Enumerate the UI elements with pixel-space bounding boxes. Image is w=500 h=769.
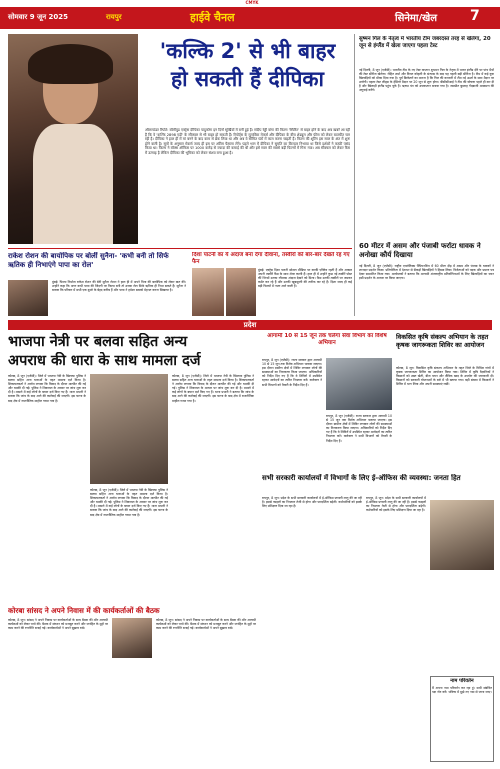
eoffice-body: रायपुर, 8 जून: प्रदेश के सभी सरकारी कार्यालयों में ई-ऑफिस प्रणाली लागू की जा रही है। इससे फाइलों का निपटारा तेजी से होगा और पारदर्शिता बढ़ेगी। कर्मचारियों को इसके लिए प्रशिक्षण दिया जा रहा है। [262, 496, 362, 509]
korba-photo [112, 618, 152, 658]
krishi-headline: विकसित कृषि संकल्प अभियान के तहत कृषक जागरूकता शिविर का आयोजन [396, 333, 489, 349]
disha-body: मुंबई: एक्ट्रेस दिशा पाटनी सोशल मीडिया पर काफी एक्टिव रहती हैं और अक्सर अपनी तस्वीरें फैंस के साथ शेयर करती हैं। हाल ही में उन्होंने कुछ नई तस्वीरें पोस्ट कीं जिनमें उनका ग्लैमरस अंदाज देखने को मिला। फैंस उनकी तस्वीरों पर जमकर कमेंट कर रहे हैं और उनकी खूबसूरती की तारीफ कर रहे हैं। दिशा जल्द ही कई बड़ी फिल्मों में नजर आने वाली हैं। [258, 268, 352, 289]
krishi-photo [430, 500, 494, 570]
bjp-headline-2: अपराध की धारा के साथ मामला दर्ज [8, 353, 201, 369]
seva-body-2: रायपुर, 8 जून (एजेंसी): राज्य सरकार द्वारा आगामी 10 से 15 जून तक विशेष अभियान चलाया जाएगा। इस दौरान ग्रामीण क्षेत्रों में शिविर लगाकर लोगों की समस्याओं का निराकरण किया जाएगा। अधिकारियों को निर्देश दिए गए हैं कि वे शिविरों में उपस्थित रहकर आवेदनों का त्वरित निपटारा करें। कलेक्टर ने सभी विभागों को तैयारी के निर्देश दिए हैं। [326, 414, 392, 443]
section-name: सिनेमा/खेल [395, 13, 438, 24]
rakesh-headline: राकेश रोशन की बायोपिक पर बोलीं सुनैना- 'कभी बनी तो सिर्फ ऋतिक ही निभाएंगे पापा का रोल' [8, 252, 169, 269]
right-sub-body: नई दिल्ली, 8 जून (एजेंसी): राष्ट्रीय एथलेटिक्स चैंपियनशिप में 60 मीटर दौड़ में असम और पंजाब के धावकों ने शानदार प्रदर्शन किया। प्रतियोगिता में देशभर से सैकड़ों खिलाड़ियों ने हिस्सा लिया। विजेताओं को पदक और प्रमाण पत्र देकर सम्मानित किया गया। आयोजकों ने बताया कि आगामी अंतरराष्ट्रीय प्रतियोगिताओं के लिए खिलाड़ियों का चयन इसी प्रदर्शन के आधार पर किया जाएगा। [359, 264, 494, 281]
right-sub-headline: 60 मीटर में असम और पंजाबी फर्राटा धावक ने अनोखा कौर्य दिखाया [359, 242, 481, 259]
right-body: नई दिल्ली, 8 जून (एजेंसी): भारतीय टीम के नए टेस्ट कप्तान शुभमन गिल के नेतृत्व में भारत इंग्लैंड दौरे पर पांच मैचों की टेस्ट सीरीज खेलेगा। रोहित शर्मा और विराट कोहली के संन्यास के बाद यह पहली बड़ी सीरीज है। टीम में कई युवा खिलाड़ियों को मौका दिया गया है। पूर्व क्रिकेटरों का मानना है कि गिल की कप्तानी में टीम नई ऊर्जा के साथ मैदान पर उतरेगी। पहला टेस्ट लीड्स के हेडिंग्ले मैदान पर 20 जून से शुरू होगा। बीसीसीआई ने टीम की घोषणा पहले ही कर दी है और खिलाड़ी इंग्लैंड पहुंच चुके हैं। ऋषभ पंत को उपकप्तान बनाया गया है। जसप्रीत बुमराह गेंदबाजी आक्रमण की अगुवाई करेंगे। [359, 68, 494, 93]
column-divider [354, 34, 355, 316]
disha-headline: दिशा पाटनी का ये अंदाज बना देगा दीवाना, तस्वीरों को बार-बार देखते रह गए फैन [192, 252, 350, 265]
brand-mark: CMYK [245, 0, 259, 5]
bjp-headline-1: भाजपा नेत्री पर बलवा सहित अन्य [8, 334, 188, 350]
lead-headline-2: हो सकती हैं दीपिका [171, 67, 324, 91]
seva-headline: आगामी 10 से 15 जून तक चलेगा सेवा विभाग का विशेष अभियान [267, 333, 387, 346]
pradesh-label: प्रदेश [243, 321, 257, 329]
rakesh-body: मुंबई: फिल्म निर्माता राकेश रोशन की बेटी सुनैना रोशन ने हाल ही में अपने पिता की बायोपिक को लेकर बात की। उन्होंने कहा कि अगर कभी पापा की जिंदगी पर फिल्म बनी तो उनका रोल सिर्फ ऋतिक ही निभा सकते हैं। सुनैना ने बताया कि परिवार में सभी एक दूसरे के बेहद करीब हैं और पापा ने हमेशा सबको मेहनत करना सिखाया है। [52, 280, 186, 293]
notice-body: मैं अपना नाम परिवर्तन कर रहा हूं। सभी संबंधित पक्ष नोट करें। भविष्य में मुझे नए नाम से जाना जाए। [432, 686, 492, 695]
paper-name: हाईवे चैनल [190, 11, 235, 24]
krishi-body: कोरबा, 8 जून: विकसित कृषि संकल्प अभियान के तहत जिले के विभिन्न गांवों में कृषक जागरूकता शिविर का आयोजन किया गया। शिविर में कृषि वैज्ञानिकों ने किसानों को उन्नत खेती, बीज चयन और जैविक खाद के उपयोग की जानकारी दी। किसानों को सरकारी योजनाओं के बारे में भी बताया गया। बड़ी संख्या में किसानों ने शिविर में भाग लिया और अपनी समस्याएं रखीं। [396, 366, 494, 387]
bjp-body-col1: कोरबा, 8 जून (एजेंसी): जिले में भाजपा नेत्री के खिलाफ पुलिस ने बलवा सहित अन्य धाराओं के तहत मामला दर्ज किया है। शिकायतकर्ता ने आरोप लगाया कि विवाद के दौरान मारपीट की गई और धमकी दी गई। पुलिस ने शिकायत के आधार पर जांच शुरू कर दी है। मामले में कई लोगों के बयान दर्ज किए गए हैं। थाना प्रभारी ने बताया कि जांच के बाद आगे की कार्रवाई की जाएगी। इस घटना के बाद क्षेत्र में राजनीतिक माहौल गरमा गया है। [8, 374, 86, 403]
rakesh-photo [8, 280, 48, 316]
korba-body-2: कोरबा, 8 जून: सांसद ने अपने निवास पर कार्यकर्ताओं के साथ बैठक की और आगामी कार्यक्रमों को लेकर चर्चा की। बैठक में संगठन को मजबूत करने और जनहित के मुद्दों पर काम करने की रणनीति बनाई गई। कार्यकर्ताओं ने अपने सुझाव रखे। [156, 618, 256, 631]
deepika-photo [8, 34, 138, 244]
seva-body: रायपुर, 8 जून (एजेंसी): राज्य सरकार द्वारा आगामी 10 से 15 जून तक विशेष अभियान चलाया जाएगा। इस दौरान ग्रामीण क्षेत्रों में शिविर लगाकर लोगों की समस्याओं का निराकरण किया जाएगा। अधिकारियों को निर्देश दिए गए हैं कि वे शिविरों में उपस्थित रहकर आवेदनों का त्वरित निपटारा करें। कलेक्टर ने सभी विभागों को तैयारी के निर्देश दिए हैं। [262, 358, 322, 387]
right-headline: सुष्मन गिल के नेतृत्व में भारतीय टीम जबरदस्त तरह से खेलेगा, 20 जून से इंग्लैंड में खेला जाएगा पहला टेस्ट [359, 36, 491, 49]
bjp-body-col3: कोरबा, 8 जून (एजेंसी): जिले में भाजपा नेत्री के खिलाफ पुलिस ने बलवा सहित अन्य धाराओं के तहत मामला दर्ज किया है। शिकायतकर्ता ने आरोप लगाया कि विवाद के दौरान मारपीट की गई और धमकी दी गई। पुलिस ने शिकायत के आधार पर जांच शुरू कर दी है। मामले में कई लोगों के बयान दर्ज किए गए हैं। थाना प्रभारी ने बताया कि जांच के बाद आगे की कार्रवाई की जाएगी। इस घटना के बाद क्षेत्र में राजनीतिक माहौल गरमा गया है। [172, 374, 254, 403]
korba-headline: कोरबा सांसद ने अपने निवास में की कार्यकर्ताओं की बैठक [8, 606, 160, 615]
notice-title: नाम परिवर्तन [450, 678, 474, 684]
bjp-body-col2: कोरबा, 8 जून (एजेंसी): जिले में भाजपा नेत्री के खिलाफ पुलिस ने बलवा सहित अन्य धाराओं के तहत मामला दर्ज किया है। शिकायतकर्ता ने आरोप लगाया कि विवाद के दौरान मारपीट की गई और धमकी दी गई। पुलिस ने शिकायत के आधार पर जांच शुरू कर दी है। मामले में कई लोगों के बयान दर्ज किए गए हैं। थाना प्रभारी ने बताया कि जांच के बाद आगे की कार्रवाई की जाएगी। इस घटना के बाद क्षेत्र में राजनीतिक माहौल गरमा गया है। [90, 488, 168, 517]
lead-body: ऑलराउंडर रिपोर्ट: बॉलीवुड एक्ट्रेस दीपिका पादुकोण इन दिनों सुर्खियों में बनी हुई हैं। संदीप रेड्डी वांगा की फिल्म 'स्पिरिट' से बाहर होने के बाद अब खबरें आ रही हैं कि वे 'कल्कि 2898 एडी' के सीक्वल से भी बाहर हो सकती हैं। रिपोर्ट्स के मुताबिक मेकर्स और दीपिका के बीच शेड्यूल और फीस को लेकर बातचीत चल रही है। दीपिका ने हाल ही में मां बनने के बाद काम से ब्रेक लिया था और अब वे सीमित घंटों में काम करना चाहती हैं। फिल्म की शूटिंग इस साल के अंत में शुरू होने वाली है। सूत्रों के अनुसार मेकर्स जल्द ही इस पर अंतिम फैसला लेंगे। पहले भाग में दीपिका ने सुमति का किरदार निभाया था जिसे दर्शकों ने काफी पसंद किया था। फिल्म ने बॉक्स ऑफिस पर 1000 करोड़ से ज्यादा की कमाई की थी और इसे साल की सबसे बड़ी फिल्मों में गिना गया। अब सीक्वल को लेकर फैंस में उत्साह है लेकिन दीपिका की भूमिका को लेकर संशय बना हुआ है। [145, 128, 350, 155]
seva-photo [326, 358, 392, 410]
section-rule [8, 248, 352, 249]
disha-photo-2 [226, 268, 256, 316]
bjp-photo [90, 374, 168, 484]
city-label: रायपुर [106, 13, 122, 21]
lead-headline-1: 'कल्कि 2' से भी बाहर [159, 39, 336, 63]
disha-photo-1 [192, 268, 224, 316]
page-number: 7 [470, 8, 480, 24]
eoffice-headline: सभी सरकारी कार्यालयों में विभागों के लिए ई-ऑफिस की व्यवस्था: जनता हित [262, 474, 461, 482]
korba-body: कोरबा, 8 जून: सांसद ने अपने निवास पर कार्यकर्ताओं के साथ बैठक की और आगामी कार्यक्रमों को लेकर चर्चा की। बैठक में संगठन को मजबूत करने और जनहित के मुद्दों पर काम करने की रणनीति बनाई गई। कार्यकर्ताओं ने अपने सुझाव रखे। [8, 618, 108, 631]
date-line: सोमवार 9 जून 2025 [8, 13, 69, 21]
eoffice-body-2: रायपुर, 8 जून: प्रदेश के सभी सरकारी कार्यालयों में ई-ऑफिस प्रणाली लागू की जा रही है। इससे फाइलों का निपटारा तेजी से होगा और पारदर्शिता बढ़ेगी। कर्मचारियों को इसके लिए प्रशिक्षण दिया जा रहा है। [366, 496, 426, 513]
